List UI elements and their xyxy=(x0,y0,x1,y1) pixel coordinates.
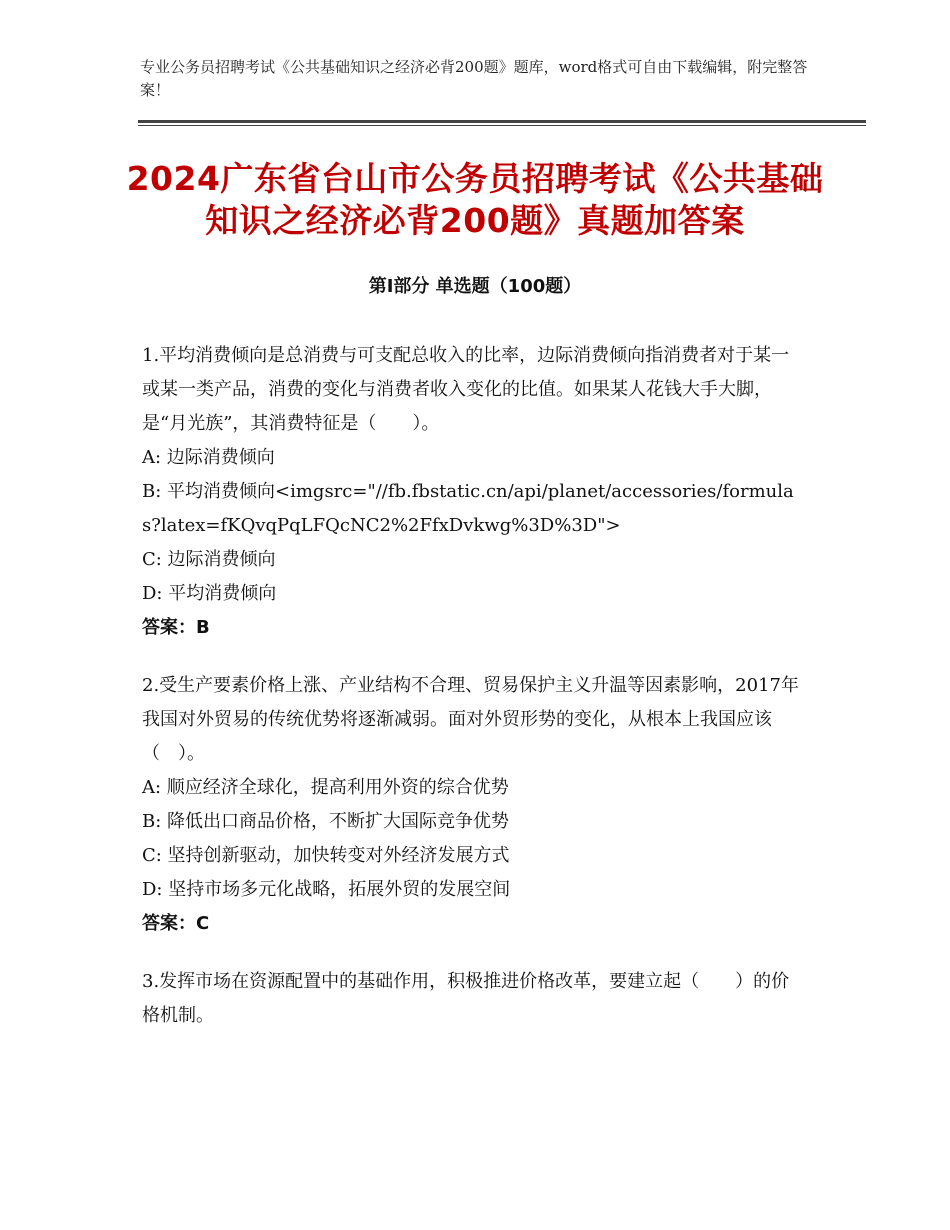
option-d: D: 坚持市场多元化战略，拓展外贸的发展空间 xyxy=(142,879,511,900)
option-b: B: 平均消费倾向<imgsrc="//fb.fbstatic.cn/api/planet/accessories/formulas?latex=fKQvqPqLFQcNC2%2FfxDvkwg%3D%3D"> xyxy=(142,481,794,536)
header-divider xyxy=(138,120,866,123)
section-title: 第Ⅰ部分 单选题（100题） xyxy=(368,276,582,297)
answer-line: 答案：B xyxy=(142,617,210,638)
option-d: D: 平均消费倾向 xyxy=(142,583,277,604)
document-title: 2024广东省台山市公务员招聘考试《公共基础知识之经济必背200题》真题加答案 xyxy=(126,159,824,240)
header-note: 专业公务员招聘考试《公共基础知识之经济必背200题》题库，word格式可自由下载编辑，附完整答案！ xyxy=(140,58,808,99)
header-divider-thin xyxy=(138,125,866,126)
option-c: C: 边际消费倾向 xyxy=(142,549,276,570)
question-stem: 3.发挥市场在资源配置中的基础作用，积极推进价格改革，要建立起（ ）的价格机制。 xyxy=(142,971,790,1026)
question-list xyxy=(142,339,802,1057)
option-c: C: 坚持创新驱动，加快转变对外经济发展方式 xyxy=(142,845,510,866)
option-a: A: 边际消费倾向 xyxy=(142,447,275,468)
option-a: A: 顺应经济全球化，提高利用外资的综合优势 xyxy=(142,777,509,798)
question-3 xyxy=(142,965,802,1033)
question-stem: 2.受生产要素价格上涨、产业结构不合理、贸易保护主义升温等因素影响，2017年我国对外贸易的传统优势将逐渐减弱。面对外贸形势的变化，从根本上我国应该（ ）。 xyxy=(142,675,799,764)
answer-line: 答案：C xyxy=(142,913,210,934)
question-2 xyxy=(142,669,802,941)
option-b: B: 降低出口商品价格，不断扩大国际竞争优势 xyxy=(142,811,510,832)
question-stem: 1.平均消费倾向是总消费与可支配总收入的比率，边际消费倾向指消费者对于某一或某一类产品，消费的变化与消费者收入变化的比值。如果某人花钱大手大脚，是“月光族”，其消费特征是（ ）。 xyxy=(142,345,790,434)
question-1 xyxy=(142,339,802,645)
